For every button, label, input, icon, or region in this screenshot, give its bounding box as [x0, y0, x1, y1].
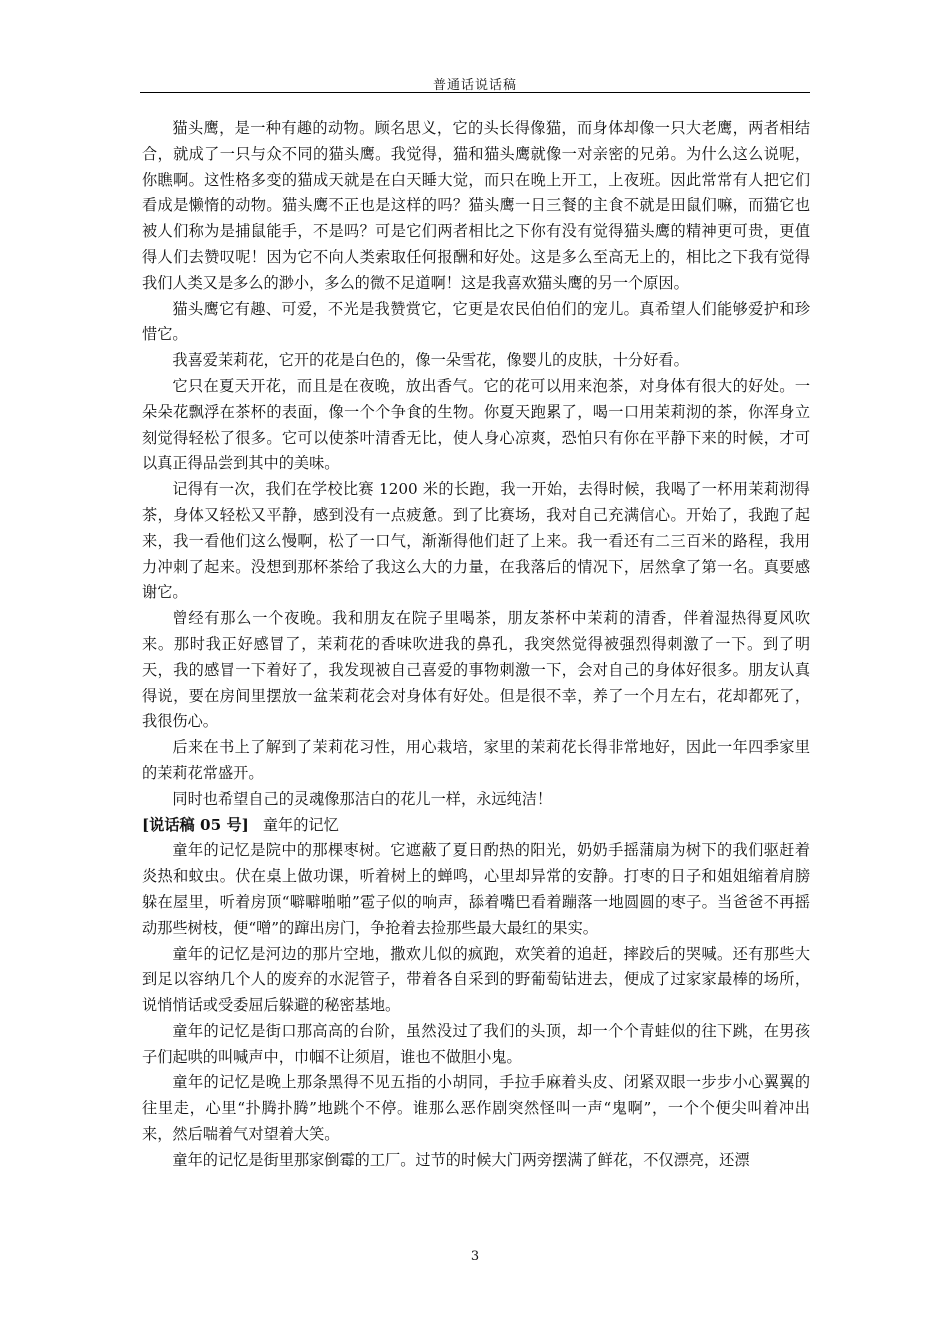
paragraph: 童年的记忆是河边的那片空地，撒欢儿似的疯跑，欢笑着的追赶，摔跤后的哭喊。还有那些大到足以容纳几个人的废弃的水泥管子，带着各自采到的野葡萄钻进去，便成了过家家最棒的场所，说悄悄话或受委屈后躲避的秘密基地。: [142, 944, 810, 1015]
paragraph: 童年的记忆是街口那高高的台阶，虽然没过了我们的头顶，却一个个青蛙似的往下跳，在男孩子们起哄的叫喊声中，巾帼不让须眉，谁也不做胆小鬼。: [142, 1021, 810, 1066]
paragraph: 它只在夏天开花，而且是在夜晚，放出香气。它的花可以用来泡茶，对身体有很大的好处。一朵朵花飘浮在茶杯的表面，像一个个争食的生物。你夏天跑累了，喝一口用茉莉沏的茶，你浑身立刻觉得轻松了很多。它可以使茶叶清香无比，使人身心凉爽，恐怕只有你在平静下来的时候，才可以真正得品尝到其中的美味。: [142, 376, 810, 473]
header-divider: [140, 92, 810, 93]
document-body: [142, 116, 810, 1174]
paragraph: 猫头鹰，是一种有趣的动物。顾名思义，它的头长得像猫，而身体却像一只大老鹰，两者相结合，就成了一只与众不同的猫头鹰。我觉得，猫和猫头鹰就像一对亲密的兄弟。为什么这么说呢，你瞧啊。这性格多变的猫成天就是在白天睡大觉，而只在晚上开工，上夜班。因此常常有人把它们看成是懒惰的动物。猫头鹰不正也是这样的吗？猫头鹰一日三餐的主食不就是田鼠们嘛，而猫它也被人们称为是捕鼠能手，不是吗？可是它们两者相比之下你有没有觉得猫头鹰的精神更可贵，更值得人们去赞叹呢！因为它不向人类索取任何报酬和好处。这是多么至高无上的，相比之下我有觉得我们人类又是多么的渺小，多么的微不足道啊！这是我喜欢猫头鹰的另一个原因。: [142, 119, 810, 292]
paragraph: 童年的记忆是晚上那条黑得不见五指的小胡同，手拉手麻着头皮、闭紧双眼一步步小心翼翼的往里走，心里“扑腾扑腾”地跳个不停。谁那么恶作剧突然怪叫一声“鬼啊”，一个个便尖叫着冲出来，然后喘着气对望着大笑。: [142, 1073, 810, 1144]
paragraph: 我喜爱茉莉花，它开的花是白色的，像一朵雪花，像婴儿的皮肤，十分好看。: [172, 351, 689, 370]
section-tag: [说话稿 05 号]: [142, 815, 249, 834]
paragraph: 记得有一次，我们在学校比赛 1200 米的长跑，我一开始，去得时候，我喝了一杯用茉莉沏得茶，身体又轻松又平静，感到没有一点疲惫。到了比赛场，我对自己充满信心。开始了，我跑了起来，我一看他们这么慢啊，松了一口气，渐渐得他们赶了上来。我一看还有二三百米的路程，我用力冲刺了起来。没想到那杯茶给了我这么大的力量，在我落后的情况下，居然拿了第一名。真要感谢它。: [142, 480, 810, 602]
paragraph: 同时也希望自己的灵魂像那洁白的花儿一样，永远纯洁！: [172, 789, 553, 808]
paragraph: 猫头鹰它有趣、可爱，不光是我赞赏它，它更是农民伯伯们的宠儿。真希望人们能够爱护和珍惜它。: [142, 299, 810, 344]
paragraph: 童年的记忆是街里那家倒霉的工厂。过节的时候大门两旁摆满了鲜花，不仅漂亮，还漂: [172, 1150, 750, 1169]
section-title: 童年的记忆: [262, 815, 339, 834]
page-number: 3: [470, 1249, 480, 1264]
paragraph: 曾经有那么一个夜晚。我和朋友在院子里喝茶，朋友茶杯中茉莉的清香，伴着湿热得夏风吹来。那时我正好感冒了，茉莉花的香味吹进我的鼻孔，我突然觉得被强烈得刺激了一下。到了明天，我的感冒一下着好了，我发现被自己喜爱的事物刺激一下，会对自己的身体好很多。朋友认真得说，要在房间里摆放一盆茉莉花会对身体有好处。但是很不幸，养了一个月左右，花却都死了，我很伤心。: [142, 609, 810, 731]
page-header: 普通话说话稿: [432, 78, 517, 93]
paragraph: 童年的记忆是院中的那棵枣树。它遮蔽了夏日酌热的阳光，奶奶手摇蒲扇为树下的我们驱赶着炎热和蚊虫。伏在桌上做功课，听着树上的蝉鸣，心里却异常的安静。打枣的日子和姐姐缩着肩膀躲在屋里，听着房顶“噼噼啪啪”雹子似的响声，舔着嘴巴看着蹦落一地圆圆的枣子。当爸爸不再摇动那些树枝，便“噌”的蹿出房门，争抢着去捡那些最大最红的果实。: [142, 841, 810, 937]
section-heading: [142, 813, 810, 839]
paragraph: 后来在书上了解到了茉莉花习性，用心栽培，家里的茉莉花长得非常地好，因此一年四季家里的茉莉花常盛开。: [142, 738, 810, 782]
